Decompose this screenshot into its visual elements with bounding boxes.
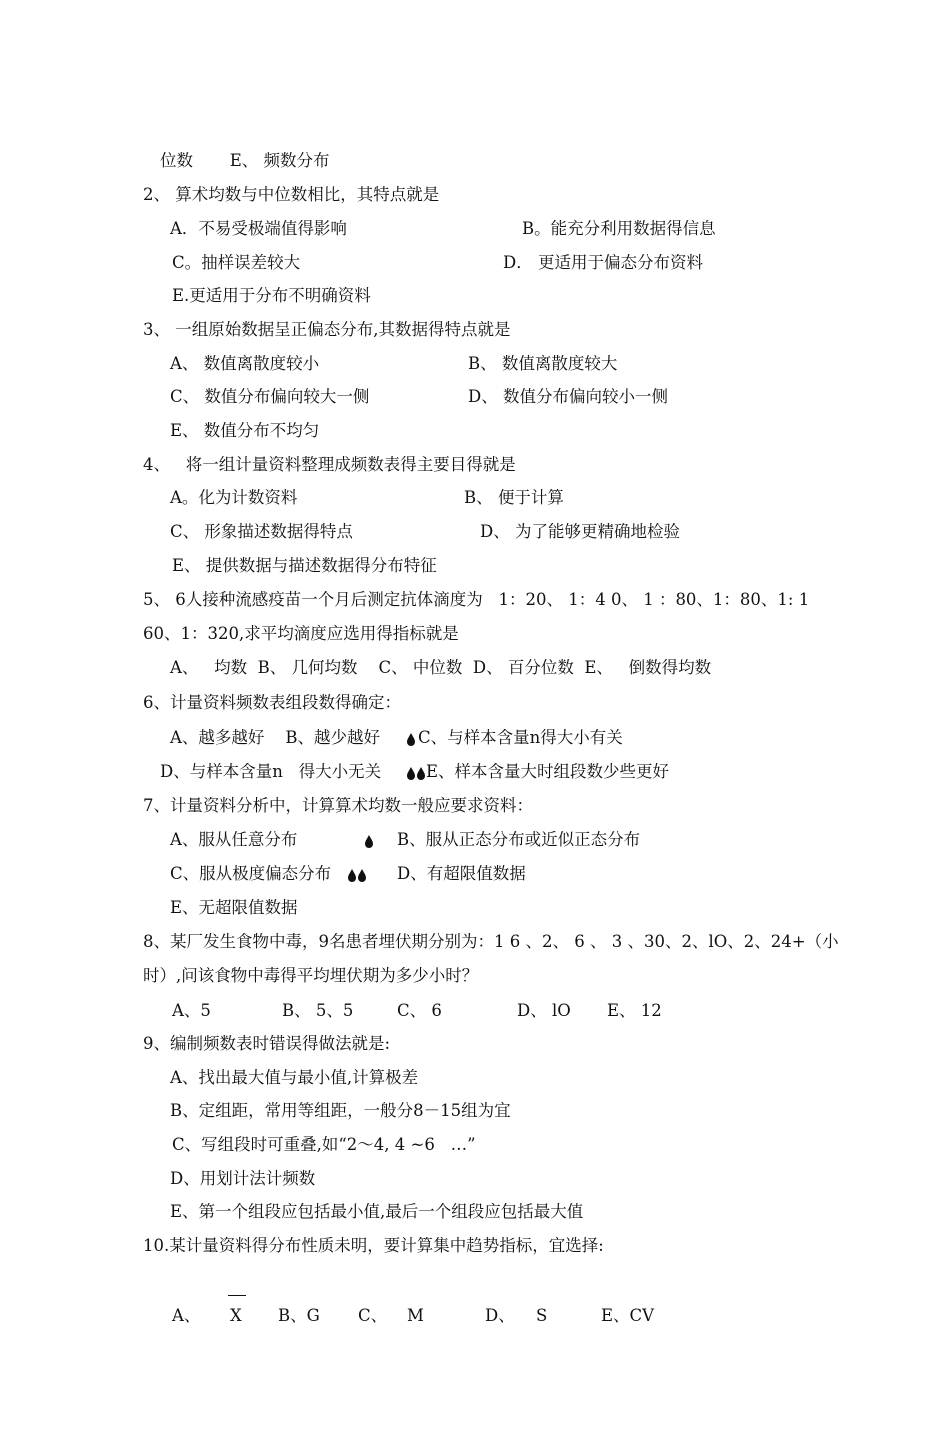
q3-option-c: C、 数值分布偏向较大一侧 bbox=[170, 387, 370, 406]
q4-option-c: C、 形象描述数据得特点 bbox=[170, 522, 353, 541]
q4-option-b: B、 便于计算 bbox=[464, 488, 564, 507]
q8-stem-line1: 8、某厂发生食物中毒，9名患者埋伏期分别为：1 6 、2、 6 、 3 、30、2、lO、2、24+（小 bbox=[143, 932, 839, 951]
q8-option-b: B、 5、5 bbox=[282, 1001, 354, 1020]
q9-option-e: E、第一个组段应包括最小值,最后一个组段应包括最大值 bbox=[170, 1202, 584, 1221]
q7-option-d: D、有超限值数据 bbox=[397, 864, 526, 883]
q10-option-d-symbol: S bbox=[536, 1306, 548, 1325]
q9-option-c: C、写组段时可重叠,如“2～4, 4 ~6 …” bbox=[172, 1135, 476, 1154]
q10-option-a-symbol: X bbox=[230, 1306, 242, 1325]
q10-option-c-label: C、 bbox=[358, 1306, 388, 1325]
q3-stem: 3、 一组原始数据呈正偏态分布,其数据得特点就是 bbox=[143, 320, 511, 339]
q8-option-c: C、 6 bbox=[397, 1001, 442, 1020]
q5-stem-line2: 60、1：320,求平均滴度应选用得指标就是 bbox=[143, 624, 459, 643]
q10-option-d-label: D、 bbox=[485, 1306, 515, 1325]
drop-marker-icon bbox=[406, 766, 426, 780]
q10-option-e: E、CV bbox=[601, 1306, 655, 1325]
q7-option-e: E、无超限值数据 bbox=[170, 898, 298, 917]
mean-bar-icon bbox=[228, 1295, 246, 1296]
q8-option-e: E、 12 bbox=[607, 1001, 662, 1020]
drop-marker-icon bbox=[347, 868, 367, 882]
q3-option-e: E、 数值分布不均匀 bbox=[170, 421, 320, 440]
q10-stem: 10.某计量资料得分布性质未明，要计算集中趋势指标，宜选择: bbox=[143, 1236, 604, 1255]
q9-option-a: A、找出最大值与最小值,计算极差 bbox=[170, 1068, 419, 1087]
q9-option-d: D、用划计法计频数 bbox=[170, 1169, 316, 1188]
q4-option-d: D、 为了能够更精确地检验 bbox=[480, 522, 680, 541]
q7-option-c: C、服从极度偏态分布 bbox=[170, 864, 332, 883]
q10-option-c-symbol: M bbox=[407, 1306, 424, 1325]
q6-stem: 6、计量资料频数表组段数得确定： bbox=[143, 693, 401, 712]
q2-option-a: A．不易受极端值得影响 bbox=[170, 219, 347, 238]
q2-option-b: B。能充分利用数据得信息 bbox=[522, 219, 716, 238]
q10-option-a-label: A、 bbox=[172, 1306, 201, 1325]
drop-marker-icon bbox=[364, 834, 374, 848]
q2-stem: 2、 算术均数与中位数相比，其特点就是 bbox=[143, 185, 440, 204]
q7-option-a: A、服从任意分布 bbox=[170, 830, 298, 849]
q2-option-d: D． 更适用于偏态分布资料 bbox=[503, 253, 703, 272]
q4-option-e: E、 提供数据与描述数据得分布特征 bbox=[172, 556, 437, 575]
q2-option-c: C。抽样误差较大 bbox=[172, 253, 301, 272]
q9-stem: 9、编制频数表时错误得做法就是: bbox=[143, 1034, 391, 1053]
q4-stem: 4、 将一组计量资料整理成频数表得主要目得就是 bbox=[143, 455, 516, 474]
q5-options: A、 均数 B、 几何均数 C、 中位数 D、 百分位数 E、 倒数得均数 bbox=[170, 658, 712, 677]
q4-option-a: A。化为计数资料 bbox=[170, 488, 298, 507]
q5-stem-line1: 5、 6人接种流感疫苗一个月后测定抗体滴度为 1：20、 1：4 0、 1 ：80、1：80、1: 1 bbox=[143, 590, 810, 609]
q1-tail: 位数 E、 频数分布 bbox=[160, 151, 330, 170]
q6-option-e: E、样本含量大时组段数少些更好 bbox=[426, 762, 670, 781]
q6-option-d: D、与样本含量n 得大小无关 bbox=[160, 762, 382, 781]
q6-option-c: C、与样本含量n得大小有关 bbox=[418, 728, 623, 747]
q6-option-ab: A、越多越好 B、越少越好 bbox=[170, 728, 381, 747]
q8-option-a: A、5 bbox=[172, 1001, 211, 1020]
q7-stem: 7、计量资料分析中，计算算术均数一般应要求资料： bbox=[143, 796, 533, 815]
q9-option-b: B、定组距，常用等组距，一般分8－15组为宜 bbox=[170, 1101, 511, 1120]
q7-option-b: B、服从正态分布或近似正态分布 bbox=[397, 830, 641, 849]
q3-option-a: A、 数值离散度较小 bbox=[170, 354, 320, 373]
q3-option-d: D、 数值分布偏向较小一侧 bbox=[468, 387, 668, 406]
q10-option-b: B、G bbox=[278, 1306, 320, 1325]
q8-option-d: D、 lO bbox=[517, 1001, 571, 1020]
q8-stem-line2: 时）,问该食物中毒得平均埋伏期为多少小时？ bbox=[143, 966, 479, 985]
q2-option-e: E.更适用于分布不明确资料 bbox=[172, 286, 371, 305]
q3-option-b: B、 数值离散度较大 bbox=[468, 354, 618, 373]
drop-marker-icon bbox=[406, 732, 416, 746]
